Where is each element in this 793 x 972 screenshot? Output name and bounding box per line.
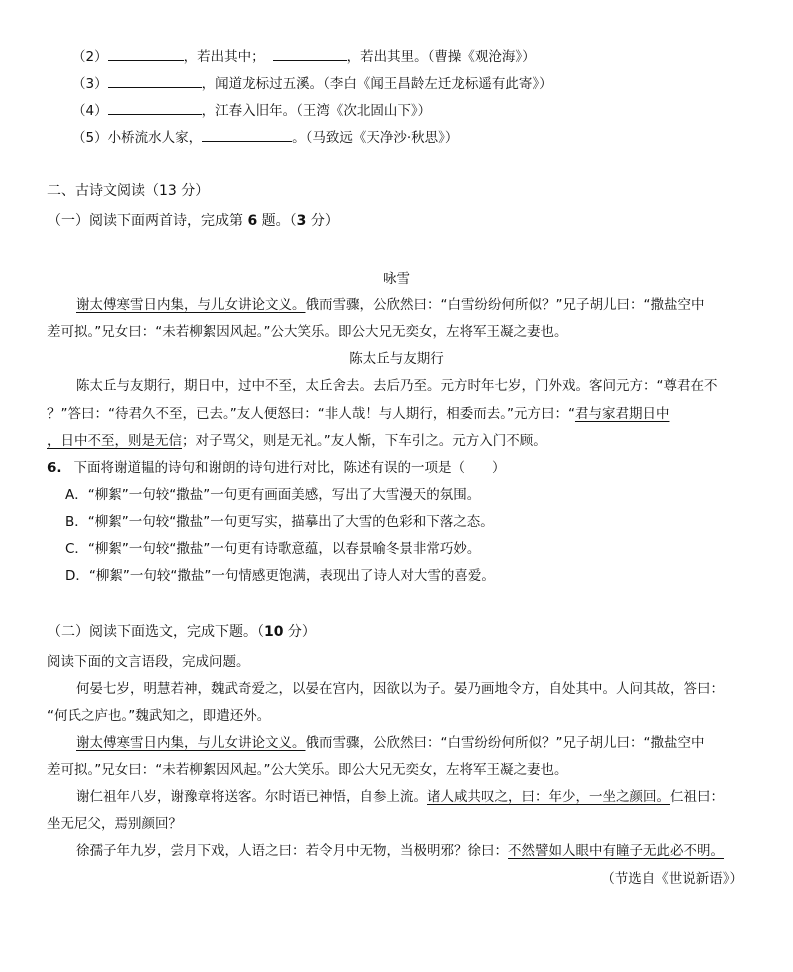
q6-number: 6. [47, 460, 62, 476]
q3-number: （3） [72, 76, 108, 92]
passage3-underlined: 诸人咸共叹之，曰：年少，一坐之颜回。 [427, 789, 670, 805]
passage1-line-2: “何氏之庐也。”魏武知之，即遣还外。 [47, 708, 271, 724]
part2-intro: 阅读下面的文言语段，完成问题。 [47, 654, 250, 670]
q6-stem-line [47, 459, 506, 477]
part1-question-number: 6 [247, 213, 258, 229]
q5-prefix: 小桥流水人家， [107, 130, 203, 146]
q6-option-b[interactable]: B．“柳絮”一句较“撒盐”一句更写实，描摹出了大雪的色彩和下落之态。 [65, 514, 494, 530]
q3-end: ，闻道龙标过五溪。（李白《闻王昌龄左迁龙标遥有此寄》） [201, 76, 553, 92]
q2-number: （2） [72, 49, 108, 65]
q6-option-d[interactable]: D．“柳絮”一句较“撒盐”一句情感更饱满，表现出了诗人对大雪的喜爱。 [65, 568, 495, 584]
passage4-pre: 徐孺子年九岁，尝月下戏，人语之曰：若令月中无物，当极明邪？徐曰： [76, 843, 508, 859]
part1-title-end: 分） [306, 213, 339, 229]
q6-option-c[interactable]: C．“柳絮”一句较“撒盐”一句更有诗歌意蕴，以春景喻冬景非常巧妙。 [65, 541, 481, 557]
passage2-line-2: 差可拟。”兄女曰：“未若柳絮因风起。”公大笑乐。即公大兄无奕女，左将军王凝之妻也。 [47, 762, 568, 778]
part2-title-pre: （二）阅读下面选文，完成下题。（ [47, 624, 264, 640]
poem2-line-1: 陈太丘与友期行，期日中，过中不至，太丘舍去。去后乃至。元方时年七岁，门外戏。客问元方：“尊君在不 [76, 378, 718, 394]
q4-blank[interactable] [108, 101, 202, 115]
part1-title-pre: （一）阅读下面两首诗，完成第 [47, 213, 248, 229]
part2-score: 10 [264, 624, 284, 640]
poem2-line-3-rest: ；对子骂父，则是无礼。”友人惭，下车引之。元方入门不顾。 [182, 433, 547, 449]
passage2-line-1-rest: 俄而雪骤，公欣然曰：“白雪纷纷何所似？”兄子胡儿曰：“撒盐空中 [305, 735, 705, 751]
passage2-line-1 [76, 734, 704, 752]
q2-end: ，若出其里。（曹操《观沧海》） [346, 49, 536, 65]
q6-option-a[interactable]: A．“柳絮”一句较“撒盐”一句更有画面美感，写出了大雪漫天的氛围。 [65, 487, 481, 503]
part1-title-mid: 题。（ [257, 213, 297, 229]
passage3-line-2: 坐无尼父，焉别颜回？ [47, 816, 182, 832]
q4-number: （4） [72, 103, 108, 119]
source-citation: （节选自《世说新语》） [601, 871, 743, 887]
poem2-underlined-1: 君与家君期日中 [574, 406, 670, 422]
passage3-end: 仁祖曰： [670, 789, 724, 805]
fill-q4 [72, 101, 431, 120]
poem1-line-2: 差可拟。”兄女曰：“未若柳絮因风起。”公大笑乐。即公大兄无奕女，左将军王凝之妻也。 [47, 324, 568, 340]
poem1-underlined: 谢太傅寒雪日内集，与儿女讲论文义。 [76, 297, 306, 313]
q5-blank[interactable] [202, 128, 292, 142]
q6-stem: 下面将谢道韫的诗句和谢朗的诗句进行对比，陈述有误的一项是（ ） [73, 460, 506, 476]
q2-middle: ，若出其中； [183, 49, 265, 65]
poem1-line-1-rest: 俄而雪骤，公欣然曰：“白雪纷纷何所似？”兄子胡儿曰：“撒盐空中 [305, 297, 705, 313]
q5-end: 。（马致远《天净沙·秋思》） [292, 130, 459, 146]
poem2-line-3 [47, 432, 547, 450]
passage3-pre: 谢仁祖年八岁，谢豫章将送客。尔时语已神悟，自参上流。 [76, 789, 427, 805]
part1-score: 3 [296, 213, 307, 229]
passage2-underlined: 谢太傅寒雪日内集，与儿女讲论文义。 [76, 735, 306, 751]
part1-title [47, 212, 339, 230]
poem2-line-2-text: ？”答曰：“待君久不至，已去。”友人便怒曰：“非人哉！与人期行，相委而去。”元方曰：“ [47, 406, 575, 422]
poem2-line-2 [47, 405, 669, 423]
q4-end: ，江春入旧年。（王湾《次北固山下》） [201, 103, 432, 119]
fill-q5 [72, 128, 458, 147]
q3-blank[interactable] [108, 74, 202, 88]
passage4-line [76, 842, 724, 860]
passage4-underlined: 不然譬如人眼中有瞳子无此必不明。 [508, 843, 724, 859]
fill-q3 [72, 74, 553, 93]
part2-title-end: 分） [283, 624, 316, 640]
q2-blank-1[interactable] [108, 47, 184, 61]
poem2-title: 陈太丘与友期行 [349, 351, 444, 367]
section2-title: 二、古诗文阅读（13 分） [47, 183, 210, 199]
q2-blank-2[interactable] [273, 47, 347, 61]
poem1-line-1 [76, 296, 704, 314]
part2-title [47, 623, 316, 641]
q5-number: （5） [72, 130, 108, 146]
poem1-title: 咏雪 [383, 271, 410, 287]
passage3-line-1 [76, 788, 724, 806]
passage1-line-1: 何晏七岁，明慧若神，魏武奇爱之，以晏在宫内，因欲以为子。晏乃画地令方，自处其中。人问其故，答曰： [76, 681, 724, 697]
fill-q2 [72, 47, 536, 66]
poem2-underlined-2: ，日中不至，则是无信 [47, 433, 182, 449]
